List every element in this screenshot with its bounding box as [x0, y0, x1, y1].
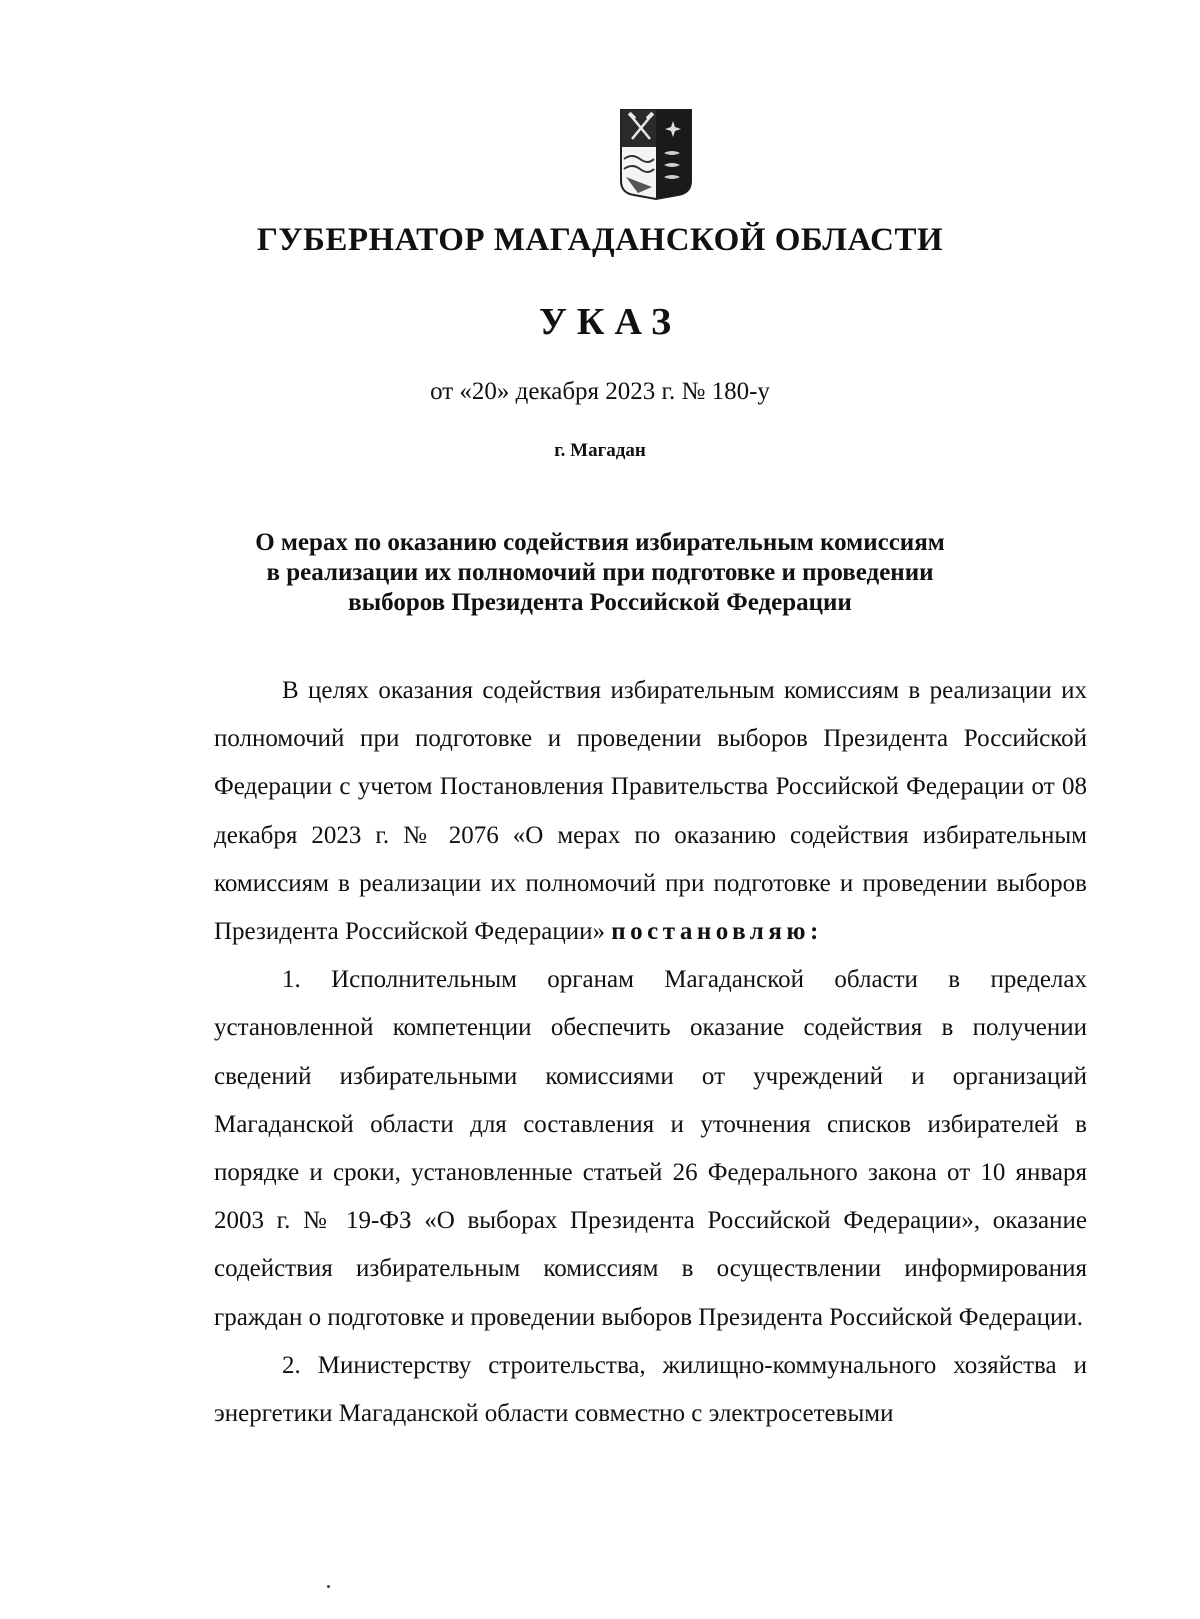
document-body: [214, 667, 1087, 1438]
coat-of-arms-icon: [618, 107, 694, 200]
preamble-text: В целях оказания содействия избирательным комиссиям в реализации их полномочий при подготовке и проведении выборов Президента Российской Федерации с учетом Постановления Правительства Российской Федерации от 08 декабря 2023 г. № 2076 «О мерах по оказанию содействия избирательным комиссиям в реализации их полномочий при подготовке и проведении выборов Президента Российской Федерации»: [214, 677, 1087, 946]
date-and-number: от «20» декабря 2023 г. № 180-у: [430, 378, 770, 405]
authority-heading: ГУБЕРНАТОР МАГАДАНСКОЙ ОБЛАСТИ: [256, 222, 944, 258]
document-type-heading: УКАЗ: [539, 301, 681, 343]
item-1-paragraph: 1. Исполнительным органам Магаданской области в пределах установленной компетенции обеспечить оказание содействия в получении сведений избирательными комиссиями от учреждений и организаций Магаданской области для составления и уточнения списков избирателей в порядке и сроки, установленные статьей 26 Федерального закона от 10 января 2003 г. № 19-ФЗ «О выборах Президента Российской Федерации», оказание содействия избирательным комиссиям в осуществлении информирования граждан о подготовке и проведении выборов Президента Российской Федерации.: [214, 966, 1087, 1331]
title-line: О мерах по оказанию содействия избирательным комиссиям: [255, 529, 945, 556]
document-title: [0, 528, 1200, 618]
title-line: выборов Президента Российской Федерации: [348, 589, 852, 616]
title-line: в реализации их полномочий при подготовке и проведении: [266, 559, 934, 586]
city-name: г. Магадан: [554, 440, 646, 461]
item-2-paragraph: 2. Министерству строительства, жилищно-коммунального хозяйства и энергетики Магаданской области совместно с электросетевыми: [214, 1351, 1087, 1428]
preamble-paragraph: [214, 667, 1087, 956]
decree-word: постановляю: [611, 918, 810, 946]
decree-colon: :: [809, 918, 823, 946]
scan-speck: [327, 1585, 330, 1588]
